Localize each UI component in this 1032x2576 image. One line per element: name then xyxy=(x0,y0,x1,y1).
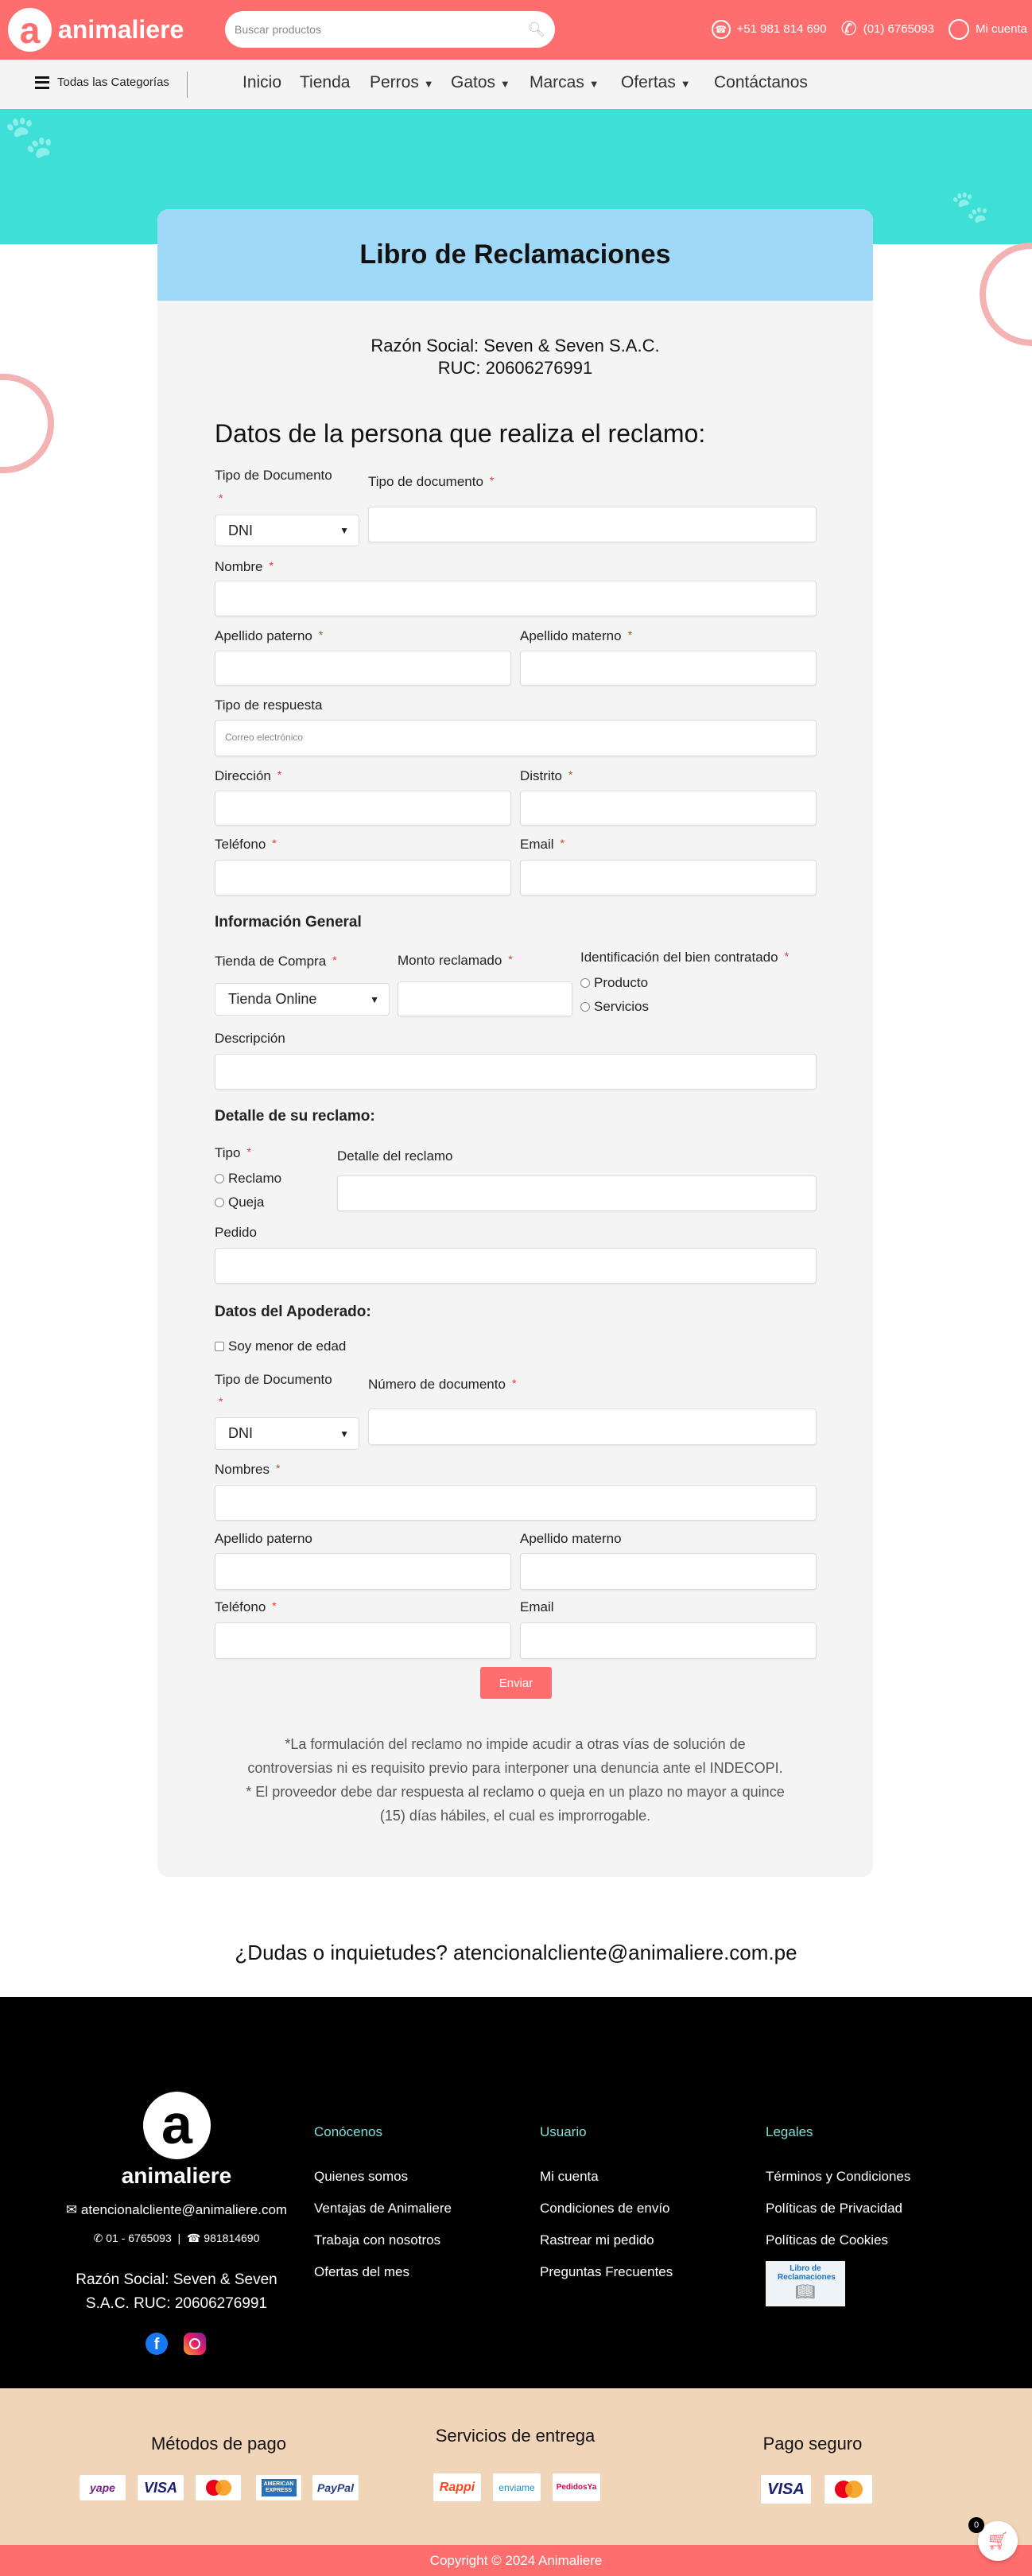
telefono-input[interactable] xyxy=(215,860,511,896)
chevron-down-icon: ▼ xyxy=(499,78,510,90)
checkbox-menor[interactable]: Soy menor de edad xyxy=(215,1339,346,1354)
ap-materno-input[interactable] xyxy=(520,651,817,686)
facebook-icon[interactable]: f xyxy=(145,2333,168,2355)
label-direccion: Dirección * xyxy=(215,768,282,783)
detalle-input[interactable] xyxy=(337,1175,817,1211)
ruc: RUC: 20606276991 xyxy=(437,358,593,378)
copyright-text: Copyright © 2024 Animaliere xyxy=(429,2553,603,2568)
monto-input[interactable] xyxy=(398,981,572,1016)
descripcion-input[interactable] xyxy=(215,1054,817,1090)
search-input[interactable]: Buscar productos xyxy=(235,23,321,36)
note-line: *La formulación del reclamo no impide acudir a otras vías de solución de xyxy=(285,1736,746,1752)
footer-col-conocenos xyxy=(314,2124,452,2288)
num-doc-input[interactable] xyxy=(368,507,817,542)
footer-link[interactable]: Términos y Condiciones xyxy=(766,2169,911,2184)
cart-icon: 🛒︎ xyxy=(987,2531,1009,2551)
label-apo-tipo-doc: Tipo de Documento xyxy=(215,1372,332,1387)
footer-phones: ✆ 01 - 6765093 | ☎ 981814690 xyxy=(93,2232,260,2244)
tipo-respuesta-input[interactable]: Correo electrónico xyxy=(215,720,817,756)
delivery-title: Servicios de entrega xyxy=(435,2426,596,2446)
footer-link[interactable]: Trabaja con nosotros xyxy=(314,2232,441,2248)
label-apo-ap-paterno: Apellido paterno xyxy=(215,1531,312,1546)
mastercard-logo xyxy=(824,2475,872,2504)
nav-gatos-label: Gatos xyxy=(451,73,496,91)
label-tienda: Tienda de Compra * xyxy=(215,954,337,969)
main-nav xyxy=(0,60,1032,109)
apo-nombres-input[interactable] xyxy=(215,1485,817,1521)
footer-email[interactable]: ✉ atencionalcliente@animaliere.com xyxy=(65,2202,288,2217)
phone-icon: ✆ xyxy=(840,18,857,40)
footer-link[interactable]: Quienes somos xyxy=(314,2169,409,2184)
user-icon[interactable] xyxy=(949,19,969,40)
section-detalle: Detalle de su reclamo: xyxy=(215,1108,375,1125)
label-descripcion: Descripción xyxy=(215,1031,285,1046)
search-icon[interactable]: 🔍︎ xyxy=(527,21,545,37)
footer-link[interactable]: Condiciones de envío xyxy=(540,2201,670,2216)
apo-ap-materno-input[interactable] xyxy=(520,1553,817,1590)
note-line: (15) días hábiles, el cual es improrrogable. xyxy=(379,1808,651,1824)
footer-col-title: Legales xyxy=(766,2124,813,2139)
label-identificacion: Identificación del bien contratado * xyxy=(580,950,790,965)
book-icon: 📖︎ xyxy=(795,2283,816,2301)
rappi-logo: Rappi xyxy=(433,2473,481,2501)
label-tipo: Tipo * xyxy=(215,1145,251,1160)
footer-brand: animaliere xyxy=(121,2163,232,2188)
decorative-ring xyxy=(0,374,54,473)
label-monto: Monto reclamado * xyxy=(398,953,513,968)
chevron-down-icon: ▼ xyxy=(680,78,691,90)
label-apo-nombres: Nombres * xyxy=(215,1462,281,1477)
search-box[interactable] xyxy=(225,11,555,48)
label-apo-telefono: Teléfono * xyxy=(215,1599,277,1614)
copyright-bar xyxy=(0,2545,1032,2576)
label-ap-paterno: Apellido paterno * xyxy=(215,628,324,643)
label-ap-materno: Apellido materno * xyxy=(520,628,633,643)
nav-tienda[interactable]: Tienda xyxy=(300,73,351,91)
pedidosya-logo: PedidosYa xyxy=(553,2473,600,2501)
enviame-logo: enviame xyxy=(493,2473,541,2501)
nav-divider xyxy=(187,72,188,98)
footer-link[interactable]: Rastrear mi pedido xyxy=(540,2232,654,2248)
footer-col-legales xyxy=(766,2124,910,2256)
categories-button[interactable] xyxy=(35,76,169,89)
chevron-down-icon: ▼ xyxy=(423,78,434,90)
radio-queja[interactable]: Queja xyxy=(215,1195,264,1210)
label-nombre: Nombre * xyxy=(215,559,274,574)
nombre-input[interactable] xyxy=(215,581,817,616)
label-tipo-respuesta: Tipo de respuesta xyxy=(215,697,323,713)
razon-social: Razón Social: Seven & Seven S.A.C. xyxy=(371,336,660,356)
tipo-doc-select[interactable]: DNI ▼ xyxy=(215,515,359,546)
apo-ap-paterno-input[interactable] xyxy=(215,1553,511,1590)
radio-servicios[interactable]: Servicios xyxy=(580,999,649,1015)
footer-link[interactable]: Ventajas de Animaliere xyxy=(314,2201,452,2216)
label-tipo-doc: Tipo de Documento xyxy=(215,468,332,483)
radio-reclamo[interactable]: Reclamo xyxy=(215,1171,281,1187)
hamburger-icon xyxy=(35,76,49,89)
chevron-down-icon: ▼ xyxy=(339,525,349,536)
direccion-input[interactable] xyxy=(215,791,511,826)
footer-logo-icon: a xyxy=(143,2092,211,2159)
required-mark: * xyxy=(219,1395,223,1408)
phone-icon: ✆ xyxy=(93,2232,107,2244)
apo-telefono-input[interactable] xyxy=(215,1622,511,1659)
page-title: Libro de Reclamaciones xyxy=(359,239,671,270)
chevron-down-icon: ▼ xyxy=(339,1428,349,1440)
nav-marcas[interactable] xyxy=(530,73,599,92)
tienda-select[interactable]: Tienda Online ▼ xyxy=(215,983,390,1016)
yape-logo: yape xyxy=(80,2475,126,2500)
radio-producto[interactable]: Producto xyxy=(580,975,648,991)
instagram-icon[interactable] xyxy=(184,2333,206,2355)
whatsapp-icon: ☎ xyxy=(186,2232,204,2244)
footer-col-title: Conócenos xyxy=(314,2124,383,2139)
footer-link[interactable]: Mi cuenta xyxy=(540,2169,599,2184)
footer-col-title: Usuario xyxy=(540,2124,587,2139)
visa-logo: VISA xyxy=(138,2475,184,2500)
label-email: Email * xyxy=(520,837,564,852)
footer-col-usuario xyxy=(540,2124,673,2288)
payments-title: Métodos de pago xyxy=(150,2434,287,2454)
decorative-ring xyxy=(980,243,1032,346)
nav-ofertas-label: Ofertas xyxy=(621,73,676,91)
visa-logo: VISA xyxy=(761,2475,811,2504)
footer-link[interactable]: Preguntas Frecuentes xyxy=(540,2264,673,2279)
required-mark: * xyxy=(219,491,223,504)
label-telefono: Teléfono * xyxy=(215,837,277,852)
paw-icon: 🐾︎ xyxy=(0,112,59,164)
chevron-down-icon: ▼ xyxy=(370,993,379,1005)
nav-gatos[interactable] xyxy=(451,73,510,92)
footer-link[interactable]: Políticas de Privacidad xyxy=(766,2201,902,2216)
payments-band xyxy=(0,2388,1032,2545)
label-num-doc: Tipo de documento * xyxy=(368,474,495,489)
mastercard-logo xyxy=(196,2475,241,2500)
top-bar xyxy=(0,0,1032,60)
pedido-input[interactable] xyxy=(215,1248,817,1284)
secure-title: Pago seguro xyxy=(762,2434,863,2454)
header-contacts xyxy=(712,17,1027,41)
chevron-down-icon: ▼ xyxy=(588,78,599,90)
libro-reclamaciones-badge[interactable]: Libro de Reclamaciones 📖︎ xyxy=(766,2261,845,2306)
nav-contactanos[interactable]: Contáctanos xyxy=(714,73,808,91)
apo-num-doc-input[interactable] xyxy=(368,1408,817,1445)
section-heading: Datos de la persona que realiza el reclamo: xyxy=(215,419,706,448)
nav-perros[interactable] xyxy=(370,73,434,92)
nav-marcas-label: Marcas xyxy=(530,73,584,91)
whatsapp-number[interactable]: +51 981 814 690 xyxy=(736,22,827,36)
section-info-general: Información General xyxy=(215,914,362,931)
email-input[interactable] xyxy=(520,860,817,896)
phone-number[interactable]: (01) 6765093 xyxy=(863,22,934,36)
card-header xyxy=(157,209,873,301)
note-line: * El proveedor debe dar respuesta al reclamo o queja en un plazo no mayor a quince xyxy=(246,1784,785,1800)
brand-name: animaliere xyxy=(58,15,184,44)
label-detalle: Detalle del reclamo xyxy=(337,1148,453,1164)
paw-icon: 🐾︎ xyxy=(948,188,992,227)
paypal-logo: PayPal xyxy=(312,2475,359,2500)
nav-inicio[interactable]: Inicio xyxy=(242,73,282,91)
amex-logo: AMERICAN EXPRESS xyxy=(256,2475,301,2500)
distrito-input[interactable] xyxy=(520,791,817,826)
apo-email-input[interactable] xyxy=(520,1622,817,1659)
categories-label: Todas las Categorías xyxy=(57,76,169,89)
label-distrito: Distrito * xyxy=(520,768,573,783)
ap-paterno-input[interactable] xyxy=(215,651,511,686)
submit-button[interactable]: Enviar xyxy=(480,1667,552,1699)
section-apoderado: Datos del Apoderado: xyxy=(215,1304,371,1320)
whatsapp-icon: ☎ xyxy=(712,20,731,39)
account-link[interactable]: Mi cuenta xyxy=(975,22,1027,36)
label-apo-num-doc: Número de documento * xyxy=(368,1377,517,1392)
label-pedido: Pedido xyxy=(215,1225,257,1240)
contact-line: ¿Dudas o inquietudes? atencionalcliente@animaliere.com.pe xyxy=(235,1941,797,1964)
cart-count-badge: 0 xyxy=(968,2517,984,2533)
footer-link[interactable]: Políticas de Cookies xyxy=(766,2232,889,2248)
label-apo-email: Email xyxy=(520,1599,554,1614)
nav-perros-label: Perros xyxy=(370,73,419,91)
mail-icon: ✉ xyxy=(65,2202,81,2217)
logo-icon: a xyxy=(8,8,52,52)
logo[interactable] xyxy=(8,8,184,52)
legal-notes xyxy=(157,1732,873,1828)
company-info xyxy=(157,335,873,379)
footer-razon: Razón Social: Seven & Seven S.A.C. RUC: 20606276991 xyxy=(76,2271,277,2312)
apo-tipo-doc-select[interactable]: DNI ▼ xyxy=(215,1417,359,1450)
label-apo-ap-materno: Apellido materno xyxy=(520,1531,622,1546)
footer-link[interactable]: Ofertas del mes xyxy=(314,2264,409,2279)
note-line: controversias ni es requisito previo para interponer una denuncia ante el INDECOPI. xyxy=(247,1760,783,1776)
nav-ofertas[interactable] xyxy=(621,73,691,92)
